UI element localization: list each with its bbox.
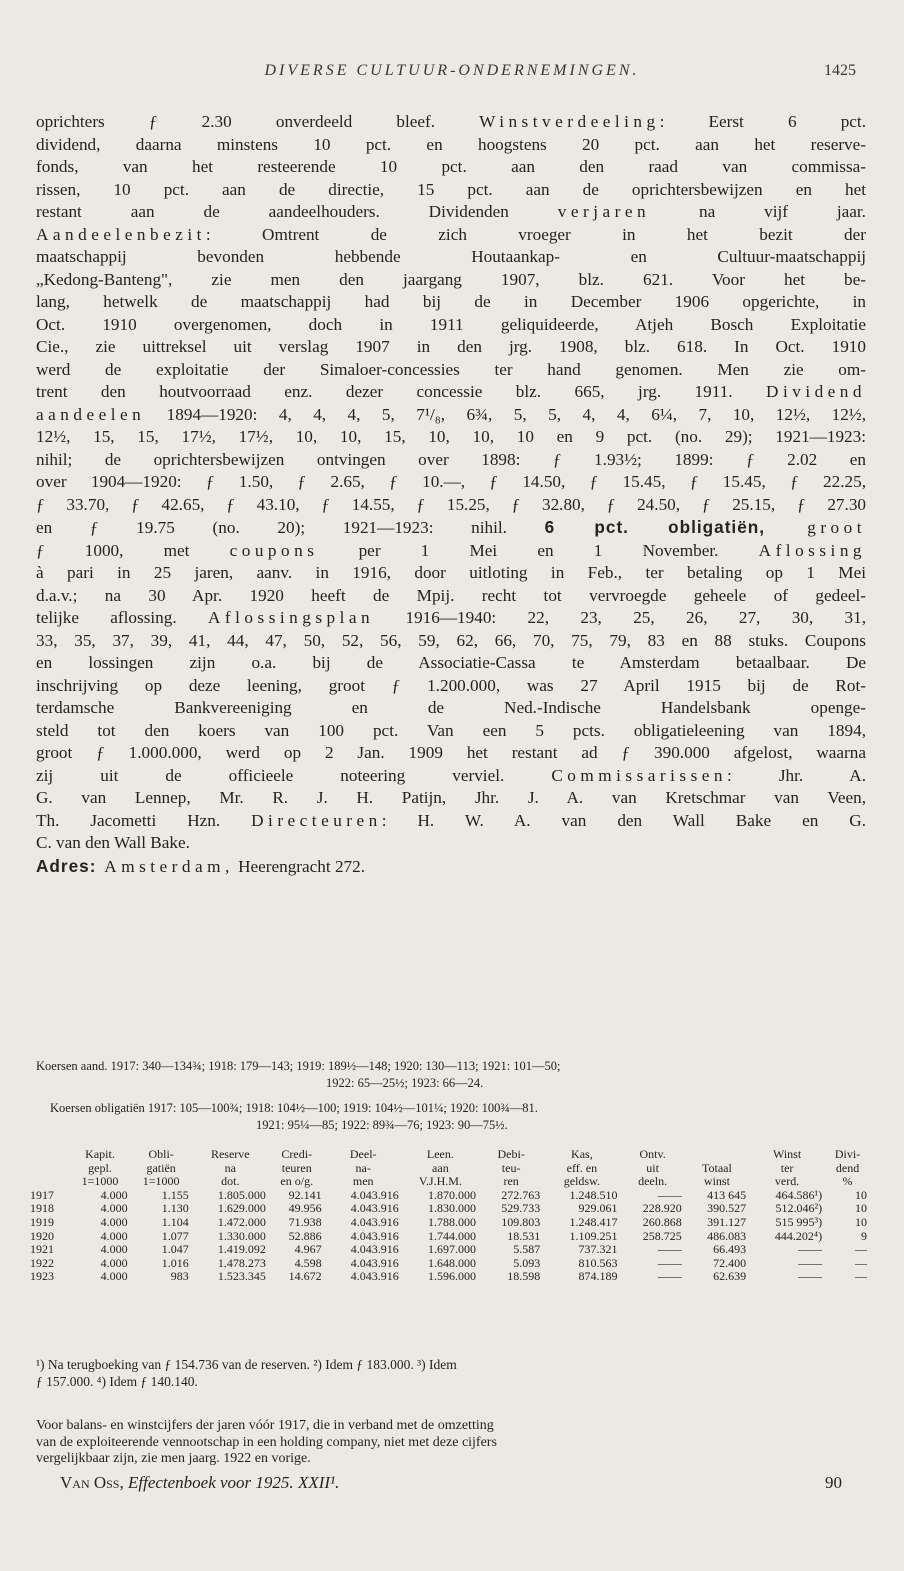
table-cell: —— [798,1269,823,1284]
spaced-heading: Aflossing [758,540,866,560]
page-number: 1425 [824,62,856,79]
column-header: aan [432,1160,449,1175]
koersen-obl-line-2: 1921: 95¼—85; 1922: 89¾—76; 1923: 90—75½. [256,1118,508,1132]
text-line [36,697,866,720]
table-cell: 4.043.916 [350,1214,399,1229]
table-cell: 228.920 [642,1201,682,1216]
table-header-row [28,1148,870,1162]
text-run: 1916—1940: 22, 23, 25, 26, 27, 30, 31, [374,608,866,627]
spaced-heading: groot [765,518,866,537]
table-cell: 1.629.000 [217,1201,266,1216]
text-run: nihil; de oprichtersbewijzen ontvingen over 1898: ƒ 1.93½; 1899: ƒ 2.02 en [36,449,866,469]
text-line [36,516,866,540]
year-cell: 1922 [30,1255,54,1270]
table-cell: 1.109.251 [569,1228,618,1243]
text-line [36,562,866,585]
koersen-aand-line-2: 1922: 65—25½; 1923: 66—24. [326,1076,484,1090]
text-line [36,585,866,608]
table-cell: 4.000 [100,1242,128,1257]
text-run: d.a.v.; na 30 Apr. 1920 heeft de Mpij. recht tot vervroegde geheele of gedeel- [36,585,866,605]
table-cell: 14.672 [288,1269,322,1284]
column-header: verd. [774,1174,800,1189]
table-cell: 4.000 [100,1255,128,1270]
table-cell: — [855,1255,867,1270]
table-cell: 272.763 [501,1187,541,1202]
spaced-heading: Amsterdam, [96,856,234,876]
table-cell: 810.563 [578,1255,618,1270]
table-cell: 49.956 [288,1201,322,1216]
text-run: C. van den Wall Bake. [36,833,190,852]
column-header [28,1162,69,1176]
table-cell: 1.596.000 [427,1269,476,1284]
table-cell: 4.598 [294,1255,322,1270]
column-header: Divi- [834,1147,861,1161]
text-line [36,246,866,269]
text-line [36,630,866,653]
text-line [36,765,866,788]
text-line [36,787,866,810]
column-header: teu- [501,1160,521,1175]
table-cell: 5.093 [513,1255,541,1270]
text-line [36,810,866,833]
column-header: gatiën [146,1160,176,1175]
table-cell: 1.472.000 [217,1214,266,1229]
table-cell: 92.141 [288,1187,322,1202]
spaced-heading: Aflossingsplan [208,608,375,627]
text-line [36,742,866,765]
table-cell: 929.061 [578,1201,618,1216]
text-run: rissen, 10 pct. aan de directie, 15 pct. aan de oprichtersbewijzen en het [36,179,866,199]
source-title: Effectenboek voor 1925. [127,1473,294,1492]
column-header: teuren [281,1160,312,1175]
column-header: na- [355,1160,371,1175]
table-cell: 486.083 [707,1228,747,1243]
table-cell: —— [657,1242,682,1257]
text-run: : H. W. A. van den Wall Bake en G. [381,810,866,830]
bold-heading: Adres: [36,855,97,876]
column-header: dot. [221,1174,240,1189]
table-cell: 260.868 [642,1214,682,1229]
table-cell: 10 [855,1201,867,1216]
text-run: groot ƒ 1.000.000, werd op 2 Jan. 1909 het restant ad ƒ 390.000 afgelost, waarna [36,743,866,762]
column-header [685,1148,749,1162]
spaced-heading: coupons [229,540,319,560]
table-cell: 4.000 [100,1201,128,1216]
text-run: à pari in 25 jaren, aanv. in 1916, door uitloting in Feb., ter betaling op 1 Mei [36,563,866,582]
text-run: restant aan de aandeelhouders. Dividenden [36,202,558,221]
table-cell: 1.805.000 [217,1187,266,1202]
text-run: en lossingen zijn o.a. bij de Associatie-Cassa te Amsterdam betaalbaar. De [36,653,866,672]
table-cell: 4.000 [100,1269,128,1284]
text-run: 12½, 15, 15, 17½, 17½, 10, 10, 15, 10, 10, 10 en 9 pct. (no. 29); 1921—1923: [36,427,866,446]
table-cell: 10 [855,1214,867,1229]
text-line [36,675,866,698]
column-header: Deel- [349,1147,377,1161]
table-cell: 1.104 [161,1214,189,1229]
text-run: fonds, van het resteerende 10 pct. aan den raad van commissa- [36,157,866,176]
table-cell: 1.697.000 [427,1242,476,1257]
year-cell: 1923 [30,1269,54,1284]
table-cell: 66.493 [713,1242,747,1257]
table-row [28,1270,870,1284]
text-line [36,224,866,247]
table-cell: 1.648.000 [427,1255,476,1270]
text-run: en ƒ 19.75 (no. 20); 1921—1923: nihil. [36,518,545,537]
table-cell: 1.478.273 [217,1255,266,1270]
table-cell: 4.043.916 [350,1255,399,1270]
table-cell: 1.419.092 [217,1242,266,1257]
footnote-line-1: ¹) Na terugboeking van ƒ 154.736 van de reserven. ²) Idem ƒ 183.000. ³) Idem [36,1357,457,1372]
text-line [36,156,866,179]
text-run: : Eerst 6 pct. [659,112,866,131]
table-cell: 1.788.000 [427,1214,476,1229]
table-cell: 464.586¹) [775,1187,823,1202]
source-volume: XXII¹. [297,1473,340,1492]
table-cell: 4.967 [294,1242,322,1257]
column-header: men [352,1174,374,1189]
table-cell: 4.043.916 [350,1201,399,1216]
table-cell: —— [798,1255,823,1270]
text-line [36,201,866,224]
column-header [28,1148,69,1162]
table-cell: 52.886 [288,1228,322,1243]
column-header: eff. en [566,1160,598,1175]
text-line [36,134,866,157]
table-cell: 1.248.417 [569,1214,618,1229]
table-cell: 18.531 [507,1228,541,1243]
column-header: deeln. [638,1174,668,1189]
year-cell: 1917 [30,1187,54,1202]
table-cell: 4.043.916 [350,1242,399,1257]
table-cell: —— [657,1269,682,1284]
table-cell: 1.870.000 [427,1187,476,1202]
table-cell: 1.077 [161,1228,189,1243]
table-cell: 1.523.345 [217,1269,266,1284]
koersen-obligaties [36,1100,866,1134]
table-cell: 4.000 [100,1187,128,1202]
table-cell: 109.803 [501,1214,541,1229]
text-line [36,652,866,675]
column-header: Ontv. [639,1147,666,1161]
text-run: ƒ 33.70, ƒ 42.65, ƒ 43.10, ƒ 14.55, ƒ 15.25, ƒ 32.80, ƒ 24.50, ƒ 25.15, ƒ 27.30 [36,494,866,514]
text-run: ƒ 1000, met [36,540,230,560]
footnotes [36,1356,866,1390]
table-header-row [28,1162,870,1176]
column-header: V.J.H.M. [418,1174,462,1189]
text-run: Oct. 1910 overgenomen, doch in 1911 geliquideerde, Atjeh Bosch Exploitatie [36,314,866,334]
table-header-row [28,1175,870,1189]
column-header: uit [646,1160,659,1175]
text-run: G. van Lennep, Mr. R. J. H. Patijn, Jhr. J. A. van Kretschmar van Veen, [36,788,866,807]
table-cell: 5.587 [513,1242,541,1257]
column-header: 1=1000 [81,1174,119,1189]
table-cell: 737.321 [578,1242,618,1257]
spaced-heading: verjaren [557,202,651,221]
text-run: maatschappij bevonden hebbende Houtaankap- en Cultuur-maatschappij [36,247,866,266]
table-cell: 1.248.510 [569,1187,618,1202]
closing-note [36,1418,866,1468]
spaced-heading: Winstverdeeling [479,112,660,131]
spaced-heading: Aandeelenbezit [36,224,206,244]
text-line [36,540,866,563]
text-run: 33, 35, 37, 39, 41, 44, 47, 50, 52, 56, 59, 62, 66, 70, 75, 79, 83 en 88 stuks. Coupons [36,630,866,650]
table-cell: 390.527 [707,1201,747,1216]
year-cell: 1920 [30,1228,54,1243]
text-run: : Jhr. A. [727,765,866,785]
table-cell: 4.043.916 [350,1187,399,1202]
column-header: Obli- [148,1147,174,1161]
koersen-aand-line-1: Koersen aand. 1917: 340—134¾; 1918: 179—143; 1919: 189½—148; 1920: 130—113; 1921: 101—50; [36,1059,561,1073]
text-line [36,426,866,449]
text-run: over 1904—1920: ƒ 1.50, ƒ 2.65, ƒ 10.—, ƒ 14.50, ƒ 15.45, ƒ 15.45, ƒ 22.25, [36,472,866,491]
column-header: 1=1000 [142,1174,180,1189]
financial-table [28,1148,870,1284]
signature-mark: 90 [825,1473,842,1492]
year-cell: 1919 [30,1214,54,1229]
text-line [36,381,866,404]
column-header: en o/g. [280,1174,314,1189]
table-cell: 1.830.000 [427,1201,476,1216]
spaced-heading: Directeuren [251,810,382,830]
text-line [36,855,866,879]
text-run: lang, hetwelk de maatschappij had bij de in December 1906 opgerichte, in [36,292,866,311]
table-cell: 10 [855,1187,867,1202]
closing-line-3: vergelijkbaar zijn, zie men jaarg. 1922 en vorige. [36,1451,311,1466]
text-line [36,359,866,382]
year-cell: 1921 [30,1242,54,1257]
table-cell: 512.046²) [775,1201,823,1216]
source-line [60,1473,860,1493]
text-run: 1894—1920: 4, 4, 4, 5, 7¹/₈, 6¾, 5, 5, 4, 4, 6¼, 7, 10, 12½, 12½, [145,404,866,424]
text-run: werd de exploitatie der Simaloer-concessies ter hand genomen. Men zie om- [36,359,866,379]
text-run: na vijf jaar. [650,202,866,221]
column-header: na [224,1160,236,1175]
text-run: trent den houtvoorraad enz. dezer concessie blz. 665, jrg. 1911. [36,382,767,401]
text-line [36,832,866,855]
text-run: oprichters ƒ 2.30 onverdeeld bleef. [36,112,480,131]
text-line [36,449,866,472]
table-cell: 874.189 [578,1269,618,1284]
table-cell: — [855,1242,867,1257]
footnote-line-2: ƒ 157.000. ⁴) Idem ƒ 140.140. [36,1374,198,1389]
text-run: Cie., zie uittreksel uit verslag 1907 in den jrg. 1908, blz. 618. In Oct. 1910 [36,337,866,356]
text-run: per 1 Mei en 1 November. [318,540,759,560]
text-run: „Kedong-Banteng", zie men den jaargang 1907, blz. 621. Voor het be- [36,269,866,289]
table-cell: 4.043.916 [350,1269,399,1284]
table-cell: 1.744.000 [427,1228,476,1243]
column-header: Credi- [281,1147,313,1161]
text-run: terdamsche Bankvereeniging en de Ned.-Indische Handelsbank openge- [36,698,866,717]
text-line [36,607,866,630]
text-line [36,269,866,292]
text-line [36,314,866,337]
bold-heading: 6 pct. obligatiën, [544,517,766,537]
text-line [36,111,866,134]
year-cell: 1918 [30,1201,54,1216]
table-cell: 529.733 [501,1201,541,1216]
closing-line-2: van de exploiteerende vennootschap in een holding company, niet met deze cijfers [36,1434,497,1450]
table-cell: 444.202⁴) [774,1228,823,1243]
column-header: Leen. [426,1147,454,1161]
table-cell: 391.127 [707,1214,747,1229]
text-run: zij uit de officieele noteering verviel. [36,765,552,785]
column-header: geldsw. [563,1174,600,1189]
spaced-heading: Dividend [766,382,866,401]
text-line [36,471,866,494]
text-line [36,336,866,359]
column-header [28,1175,69,1189]
table-cell: 1.330.000 [217,1228,266,1243]
table-cell: 258.725 [642,1228,682,1243]
body-paragraph [36,111,866,878]
table-cell: 18.598 [507,1269,541,1284]
column-header: Winst [772,1147,802,1161]
table-cell: 4.043.916 [350,1228,399,1243]
text-run: Th. Jacometti Hzn. [36,810,252,830]
table-cell: —— [798,1242,823,1257]
running-title: DIVERSE CULTUUR-ONDERNEMINGEN. [264,62,640,79]
table-cell: —— [657,1255,682,1270]
table-cell: 9 [861,1228,867,1243]
column-header: gepl. [88,1160,112,1175]
text-line [36,494,866,517]
column-header: Debi- [497,1147,525,1161]
table-cell: 71.938 [288,1214,322,1229]
source-author: Van Oss, [60,1473,124,1492]
table-cell: 1.130 [161,1201,189,1216]
spaced-heading: Commissarissen [551,765,728,785]
table-row [28,1230,870,1244]
text-run: : Omtrent de zich vroeger in het bezit der [205,224,866,244]
text-line [36,720,866,743]
text-run: Heerengracht 272. [233,856,366,876]
column-header: Kapit. [85,1147,115,1161]
column-header: winst [703,1174,730,1189]
text-run: inschrijving op deze leening, groot ƒ 1.200.000, was 27 April 1915 bij de Rot- [36,675,866,695]
table-row [28,1243,870,1257]
koersen-aandeelen [36,1058,866,1092]
table-row [28,1216,870,1230]
table-cell: 1.155 [161,1187,189,1202]
table-cell: 4.000 [100,1228,128,1243]
text-run: dividend, daarna minstens 10 pct. en hoogstens 20 pct. aan het reserve- [36,134,866,154]
column-header: Kas, [571,1147,593,1161]
table-cell: — [855,1269,867,1284]
table-cell: —— [657,1187,682,1202]
spaced-heading: aandeelen [36,404,146,424]
column-header: ter [780,1160,794,1175]
table-cell: 72.400 [713,1255,747,1270]
column-header: Totaal [702,1160,732,1175]
closing-line-1: Voor balans- en winstcijfers der jaren vóór 1917, die in verband met de omzetting [36,1418,494,1433]
text-line [36,291,866,314]
text-line [36,179,866,202]
text-line [36,404,866,427]
table-cell: 62.639 [713,1269,747,1284]
table-cell: 1.047 [161,1242,189,1257]
table-cell: 515 995³) [775,1214,823,1229]
table-row [28,1202,870,1216]
text-run: steld tot den koers van 100 pct. Van een 5 pcts. obligatieleening van 1894, [36,720,866,740]
koersen-obl-line-1: Koersen obligatiën 1917: 105—100¾; 1918: 104½—100; 1919: 104½—101¼; 1920: 100¾—81. [50,1101,538,1115]
table-cell: 983 [170,1269,189,1284]
text-run: telijke aflossing. [36,608,209,627]
table-cell: 413 645 [707,1187,747,1202]
table-cell: 4.000 [100,1214,128,1229]
table-row [28,1189,870,1203]
table-row [28,1257,870,1271]
column-header: ren [503,1174,519,1189]
column-header: Reserve [210,1147,250,1161]
column-header: % [842,1174,853,1189]
column-header: dend [835,1160,860,1175]
table-cell: 1.016 [161,1255,189,1270]
